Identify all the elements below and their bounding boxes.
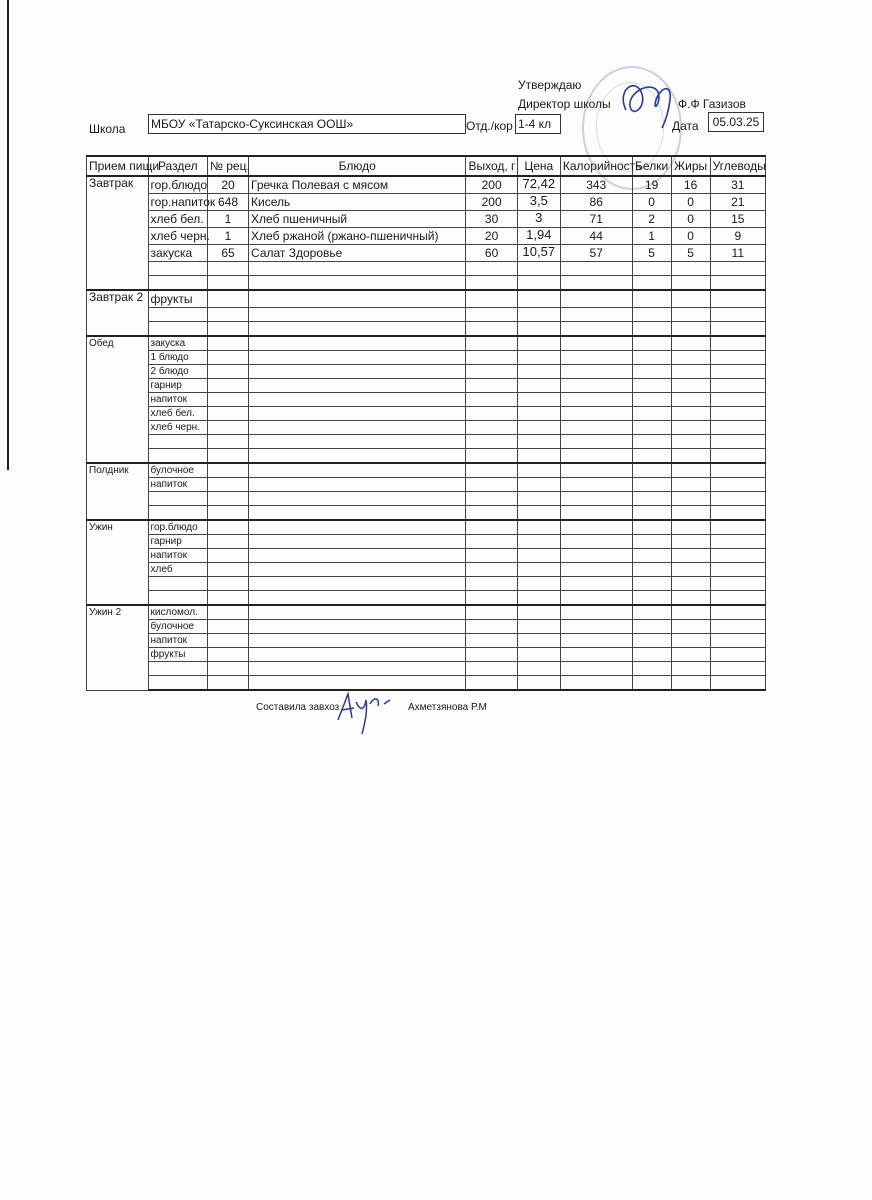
- col-header-carbs: Углеводы: [710, 156, 765, 176]
- page-edge-line: [7, 0, 9, 470]
- table-row: [87, 336, 766, 351]
- date-label: Дата: [672, 119, 699, 133]
- dept-label: Отд./кор: [466, 119, 513, 133]
- output-cell: 200: [466, 176, 517, 194]
- table-row: [87, 365, 766, 379]
- meal-breakfast-2: Завтрак 2: [87, 290, 149, 336]
- col-header-fats: Жиры: [671, 156, 710, 176]
- table-row: [87, 577, 766, 591]
- meal-dinner-2: Ужин 2: [87, 605, 149, 690]
- meal-breakfast: Завтрак: [87, 176, 149, 290]
- compiled-by-name: Ахметзянова Р.М: [408, 702, 487, 713]
- meal-dinner: Ужин: [87, 520, 149, 605]
- table-row: [87, 620, 766, 634]
- table-row: [87, 535, 766, 549]
- table-row: [87, 563, 766, 577]
- section-cell: хлеб бел.: [148, 211, 207, 228]
- school-name-field: МБОУ «Татарско-Суксинская ООШ»: [148, 114, 466, 134]
- table-row: [87, 676, 766, 691]
- col-header-calories: Калорийность: [560, 156, 632, 176]
- meal-snack: Полдник: [87, 463, 149, 520]
- col-header-price: Цена: [517, 156, 560, 176]
- carbs-cell: 21: [710, 194, 765, 211]
- section-cell: 1 блюдо: [148, 351, 207, 365]
- calories-cell: 71: [560, 211, 632, 228]
- proteins-cell: 1: [632, 228, 671, 245]
- dish-cell: Хлеб пшеничный: [249, 211, 466, 228]
- table-row: [87, 506, 766, 521]
- table-row: [87, 276, 766, 291]
- table-row: [87, 421, 766, 435]
- school-label: Школа: [89, 122, 126, 136]
- section-cell: напиток: [148, 478, 207, 492]
- recipe-cell: 65: [208, 245, 249, 262]
- dish-cell: Гречка Полевая с мясом: [249, 176, 466, 194]
- section-cell: напиток: [148, 549, 207, 563]
- table-row: [87, 351, 766, 365]
- carbs-cell: 31: [710, 176, 765, 194]
- output-cell: 200: [466, 194, 517, 211]
- section-cell: хлеб: [148, 563, 207, 577]
- recipe-cell: 1: [208, 211, 249, 228]
- dish-cell: Хлеб ржаной (ржано-пшеничный): [249, 228, 466, 245]
- col-header-meal: Прием пищи: [87, 156, 149, 176]
- date-field: 05.03.25: [708, 112, 764, 132]
- proteins-cell: 5: [632, 245, 671, 262]
- col-header-proteins: Белки: [632, 156, 671, 176]
- table-row: [87, 549, 766, 563]
- table-row: [87, 322, 766, 337]
- calories-cell: 343: [560, 176, 632, 194]
- section-cell: гарнир: [148, 535, 207, 549]
- carbs-cell: 9: [710, 228, 765, 245]
- price-cell: 3: [517, 211, 560, 228]
- table-row: [87, 605, 766, 620]
- proteins-cell: 0: [632, 194, 671, 211]
- col-header-section: Раздел: [148, 156, 207, 176]
- table-row: [87, 662, 766, 676]
- dish-cell: Кисель: [249, 194, 466, 211]
- col-header-recipe: № рец.: [208, 156, 249, 176]
- table-row: [87, 478, 766, 492]
- section-cell: гор.блюдо: [148, 176, 207, 194]
- price-cell: 1,94: [517, 228, 560, 245]
- section-cell: фрукты: [148, 648, 207, 662]
- section-cell: гор.напиток: [148, 194, 207, 211]
- menu-table: [86, 155, 766, 691]
- table-row: [87, 648, 766, 662]
- section-cell: булочное: [148, 620, 207, 634]
- carbs-cell: 15: [710, 211, 765, 228]
- col-header-output: Выход, г: [466, 156, 517, 176]
- table-row: [87, 435, 766, 449]
- section-cell: хлеб черн.: [148, 228, 207, 245]
- output-cell: 60: [466, 245, 517, 262]
- recipe-cell: 648: [208, 194, 249, 211]
- price-cell: 10,57: [517, 245, 560, 262]
- meal-lunch: Обед: [87, 336, 149, 463]
- output-cell: 20: [466, 228, 517, 245]
- section-cell: хлеб бел.: [148, 407, 207, 421]
- table-row: [87, 449, 766, 464]
- table-row: [87, 308, 766, 322]
- section-cell: закуска: [148, 336, 207, 351]
- section-cell: напиток: [148, 393, 207, 407]
- section-cell: напиток: [148, 634, 207, 648]
- table-row: [87, 492, 766, 506]
- section-cell: булочное: [148, 463, 207, 478]
- table-row: [87, 211, 766, 228]
- table-row: [87, 591, 766, 606]
- section-cell: гарнир: [148, 379, 207, 393]
- approve-label: Утверждаю: [518, 78, 582, 92]
- calories-cell: 57: [560, 245, 632, 262]
- fats-cell: 0: [671, 228, 710, 245]
- table-row: [87, 520, 766, 535]
- table-row: [87, 463, 766, 478]
- table-header-row: [87, 156, 766, 176]
- table-row: [87, 194, 766, 211]
- section-cell: 2 блюдо: [148, 365, 207, 379]
- fats-cell: 5: [671, 245, 710, 262]
- compiled-by-label: Составила завхоз: [256, 702, 340, 713]
- table-row: [87, 379, 766, 393]
- section-cell: закуска: [148, 245, 207, 262]
- section-cell: гор.блюдо: [148, 520, 207, 535]
- proteins-cell: 19: [632, 176, 671, 194]
- director-name: Ф.Ф Газизов: [678, 97, 746, 111]
- recipe-cell: 20: [208, 176, 249, 194]
- section-cell: кисломол.: [148, 605, 207, 620]
- table-row: [87, 290, 766, 308]
- col-header-dish: Блюдо: [249, 156, 466, 176]
- dept-field: 1-4 кл: [515, 114, 561, 134]
- fats-cell: 0: [671, 211, 710, 228]
- table-row: [87, 176, 766, 194]
- proteins-cell: 2: [632, 211, 671, 228]
- table-row: [87, 393, 766, 407]
- carbs-cell: 11: [710, 245, 765, 262]
- calories-cell: 44: [560, 228, 632, 245]
- table-row: [87, 245, 766, 262]
- table-row: [87, 634, 766, 648]
- price-cell: 72,42: [517, 176, 560, 194]
- table-row: [87, 407, 766, 421]
- director-label: Директор школы: [518, 97, 611, 111]
- section-cell: хлеб черн.: [148, 421, 207, 435]
- table-row: [87, 262, 766, 276]
- dish-cell: Салат Здоровье: [249, 245, 466, 262]
- output-cell: 30: [466, 211, 517, 228]
- price-cell: 3,5: [517, 194, 560, 211]
- fats-cell: 0: [671, 194, 710, 211]
- section-cell: фрукты: [148, 290, 207, 308]
- table-row: [87, 228, 766, 245]
- manager-signature: [334, 688, 394, 736]
- recipe-cell: 1: [208, 228, 249, 245]
- fats-cell: 16: [671, 176, 710, 194]
- calories-cell: 86: [560, 194, 632, 211]
